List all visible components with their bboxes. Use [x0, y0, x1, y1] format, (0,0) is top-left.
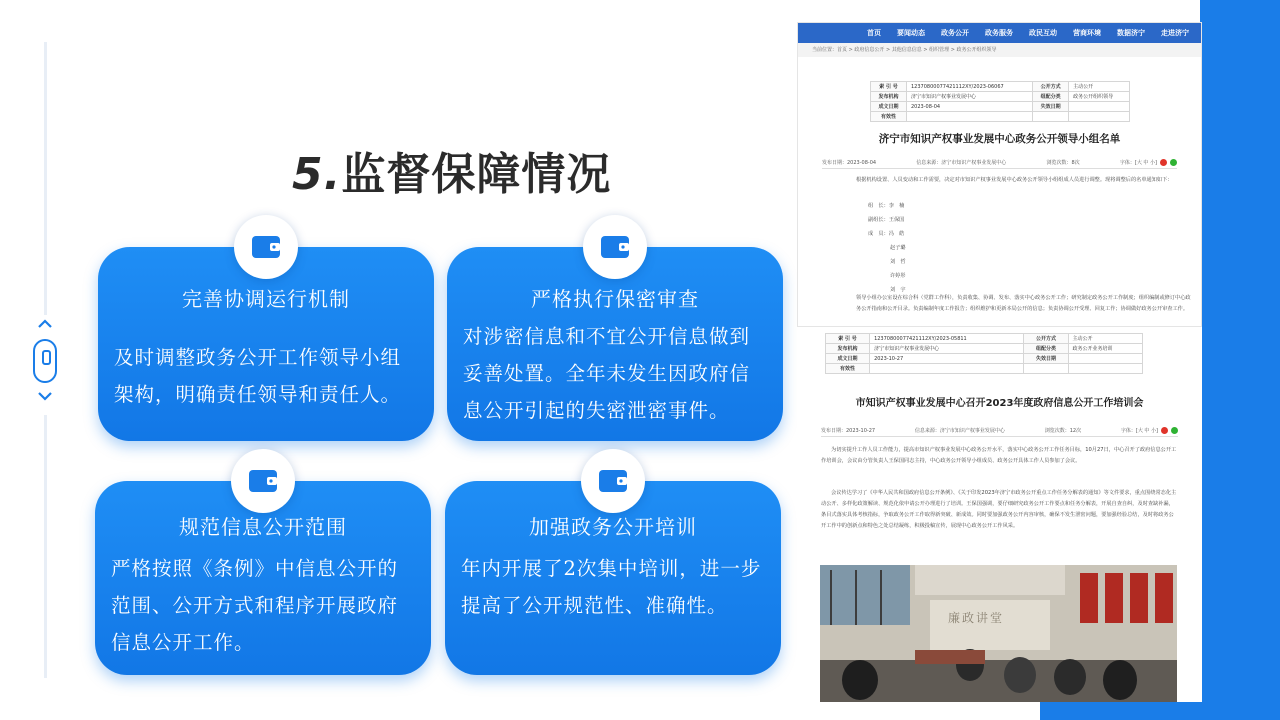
card-badge	[583, 215, 647, 279]
meta-value	[1068, 354, 1142, 364]
duty-paragraph: 领导小组办公室设在综合科（党群工作科），负责收集、协调、发布、落实中心政务公开工作；研究制定政务公开工作制度；组织编制或修订中心政务公开指南和公开目录。负责编制年度工作报告；组织维护和更新本局公开的信息；负责协调公开受理、回复工作；协调做好政务公开审查工作。	[856, 295, 1191, 312]
nav-item: 政民互动	[1029, 29, 1057, 37]
card-confidentiality	[447, 247, 783, 441]
weibo-share-icon[interactable]	[1160, 159, 1167, 166]
meta-value: 12370800077421112XY/2023-05811	[870, 334, 1024, 344]
mouse-scroll-icon	[33, 339, 57, 383]
intro-paragraph: 根据机构设置、人员变动和工作需要，决定对市知识产权事业发展中心政务公开领导小组组成人员进行调整。现将调整后的名单通知如下：	[856, 177, 1173, 183]
article-paragraph-1: 为切实提升工作人员工作能力，提高市知识产权事业发展中心政务公开水平，落实中心政务公开工作任务目标，10月27日，中心召开了政府信息公开工作培训会，会议由分管负责人王保国同志主持，中心政务公开领导小组成员、政务公开具体工作人员参加了会议。	[821, 447, 1177, 464]
meta-key: 索 引 号	[871, 82, 907, 92]
publish-date: 发布日期：2023-10-27	[821, 427, 876, 434]
card-mechanism	[98, 247, 434, 441]
nav-item: 走进济宁	[1161, 29, 1189, 37]
nav-item: 政务服务	[985, 29, 1013, 37]
wechat-share-icon[interactable]	[1170, 159, 1177, 166]
scroll-nav-widget[interactable]	[28, 315, 62, 415]
title-text: 监督保障情况	[341, 149, 612, 200]
breadcrumb: 当前位置：首页 > 政府信息公开 > 其他信息信息 > 组织管理 > 政务公开组织领导	[798, 43, 1201, 57]
meta-key: 发布机构	[871, 92, 907, 102]
nav-item: 营商环境	[1073, 29, 1101, 37]
card-badge	[231, 449, 295, 513]
meta-key: 组配分类	[1033, 92, 1069, 102]
info-bar	[822, 156, 1177, 169]
wallet-icon	[247, 467, 279, 495]
card-body: 年内开展了2次集中培训，进一步提高了公开规范性、准确性。	[461, 557, 762, 617]
card-body: 严格按照《条例》中信息公开的范围、公开方式和程序开展政府信息公开工作。	[111, 557, 399, 654]
view-count: 浏览次数：8次	[1046, 159, 1080, 166]
meta-key: 有效性	[826, 364, 870, 374]
member-list	[868, 199, 906, 297]
chevron-up-icon[interactable]	[37, 319, 53, 329]
meta-key: 组配分类	[1024, 344, 1068, 354]
info-source: 信息来源：济宁市知识产权事业发展中心	[914, 427, 1005, 434]
font-size-control[interactable]: 字体：[大 中 小]	[1119, 159, 1157, 166]
meta-key: 发布机构	[826, 344, 870, 354]
card-badge	[581, 449, 645, 513]
member-line: 许婷彤	[890, 273, 906, 279]
view-count: 浏览次数：12次	[1044, 427, 1082, 434]
wechat-share-icon[interactable]	[1171, 427, 1178, 434]
meeting-photo	[820, 565, 1177, 702]
card-scope	[95, 481, 431, 675]
nav-item: 要闻动态	[897, 29, 925, 37]
font-size-control[interactable]: 字体：[大 中 小]	[1120, 427, 1158, 434]
chevron-down-icon[interactable]	[37, 391, 53, 401]
doc-title: 济宁市知识产权事业发展中心政务公开领导小组名单	[878, 133, 1121, 145]
meta-key: 公开方式	[1033, 82, 1069, 92]
info-source: 信息来源：济宁市知识产权事业发展中心	[916, 159, 1007, 166]
member-line: 组 长：李 楠	[868, 203, 905, 209]
page-title	[292, 138, 611, 202]
article-paragraph-2: 会议传达学习了《中华人民共和国政府信息公开条例》、《关于印发2023年济宁市政务公开重点工作任务分解表的通知》等文件要求，重点围绕常态化主动公开、多样化政策解读、规范化依申请公开办理进行了培训。王保国强调，要仔细研究政务公开工作要点和任务分解表，开展自查自纠，及时查缺补漏，条目式落实具体考核指标，争取政务公开工作取得新突破、新成效。同时要加强政务公开内容审核，确保不发生泄密问题，要加强经验总结，及时将政务公开工作中的创新点和特色之处总结凝练，积极投稿宣传，展现中心政务公开工作风采。	[821, 490, 1177, 529]
meta-value: 济宁市知识产权事业发展中心	[870, 344, 1024, 354]
meta-value: 政务公开业务培训	[1068, 344, 1142, 354]
wallet-icon	[599, 233, 631, 261]
webpage-screenshot-leadership	[797, 22, 1202, 327]
meta-key: 成文日期	[826, 354, 870, 364]
card-title: 加强政务公开培训	[529, 515, 697, 539]
webpage-screenshot-training	[797, 327, 1202, 702]
band-top-gap	[1040, 0, 1200, 22]
meta-key: 成文日期	[871, 102, 907, 112]
card-body: 对涉密信息和不宜公开信息做到妥善处置。全年未发生因政府信息公开引起的失密泄密事件。	[463, 325, 751, 422]
card-badge	[234, 215, 298, 279]
meta-key: 有效性	[871, 112, 907, 122]
nav-item: 首页	[867, 29, 881, 37]
meta-value	[870, 364, 1024, 374]
meta-value: 政务公开组织领导	[1069, 92, 1130, 102]
meta-key: 索 引 号	[826, 334, 870, 344]
card-training	[445, 481, 781, 675]
photo-sign: 廉政讲堂	[948, 611, 1005, 625]
member-line: 刘 哲	[890, 259, 906, 265]
member-line: 刘 宇	[890, 287, 906, 293]
nav-item: 数据济宁	[1117, 29, 1145, 37]
site-nav	[798, 23, 1201, 43]
nav-item: 政务公开	[941, 29, 969, 37]
meta-value	[907, 112, 1033, 122]
meta-value: 主动公开	[1069, 82, 1130, 92]
member-line: 赵子璐	[890, 245, 906, 251]
card-title: 完善协调运行机制	[182, 287, 350, 311]
publish-date: 发布日期：2023-08-04	[822, 159, 877, 166]
card-title: 规范信息公开范围	[179, 515, 347, 539]
card-body: 及时调整政务公开工作领导小组架构，明确责任领导和责任人。	[114, 346, 402, 406]
meta-key: 失效日期	[1033, 102, 1069, 112]
info-bar	[821, 424, 1178, 437]
meta-value: 2023-08-04	[907, 102, 1033, 112]
title-number: 5.	[292, 149, 342, 200]
wallet-icon	[597, 467, 629, 495]
member-line: 副组长：王保国	[868, 217, 905, 223]
meta-table	[870, 81, 1130, 122]
meta-value: 12370800077421112XY/2023-06067	[907, 82, 1033, 92]
meta-table	[825, 333, 1143, 374]
wallet-icon	[250, 233, 282, 261]
meta-value: 济宁市知识产权事业发展中心	[907, 92, 1033, 102]
meta-value	[1069, 102, 1130, 112]
meta-value: 2023-10-27	[870, 354, 1024, 364]
member-line: 成 员：冯 皓	[868, 231, 905, 237]
meta-key: 公开方式	[1024, 334, 1068, 344]
meta-key: 失效日期	[1024, 354, 1068, 364]
card-title: 严格执行保密审查	[531, 287, 699, 311]
weibo-share-icon[interactable]	[1161, 427, 1168, 434]
meta-value: 主动公开	[1068, 334, 1142, 344]
doc-title: 市知识产权事业发展中心召开2023年度政府信息公开工作培训会	[855, 398, 1144, 409]
